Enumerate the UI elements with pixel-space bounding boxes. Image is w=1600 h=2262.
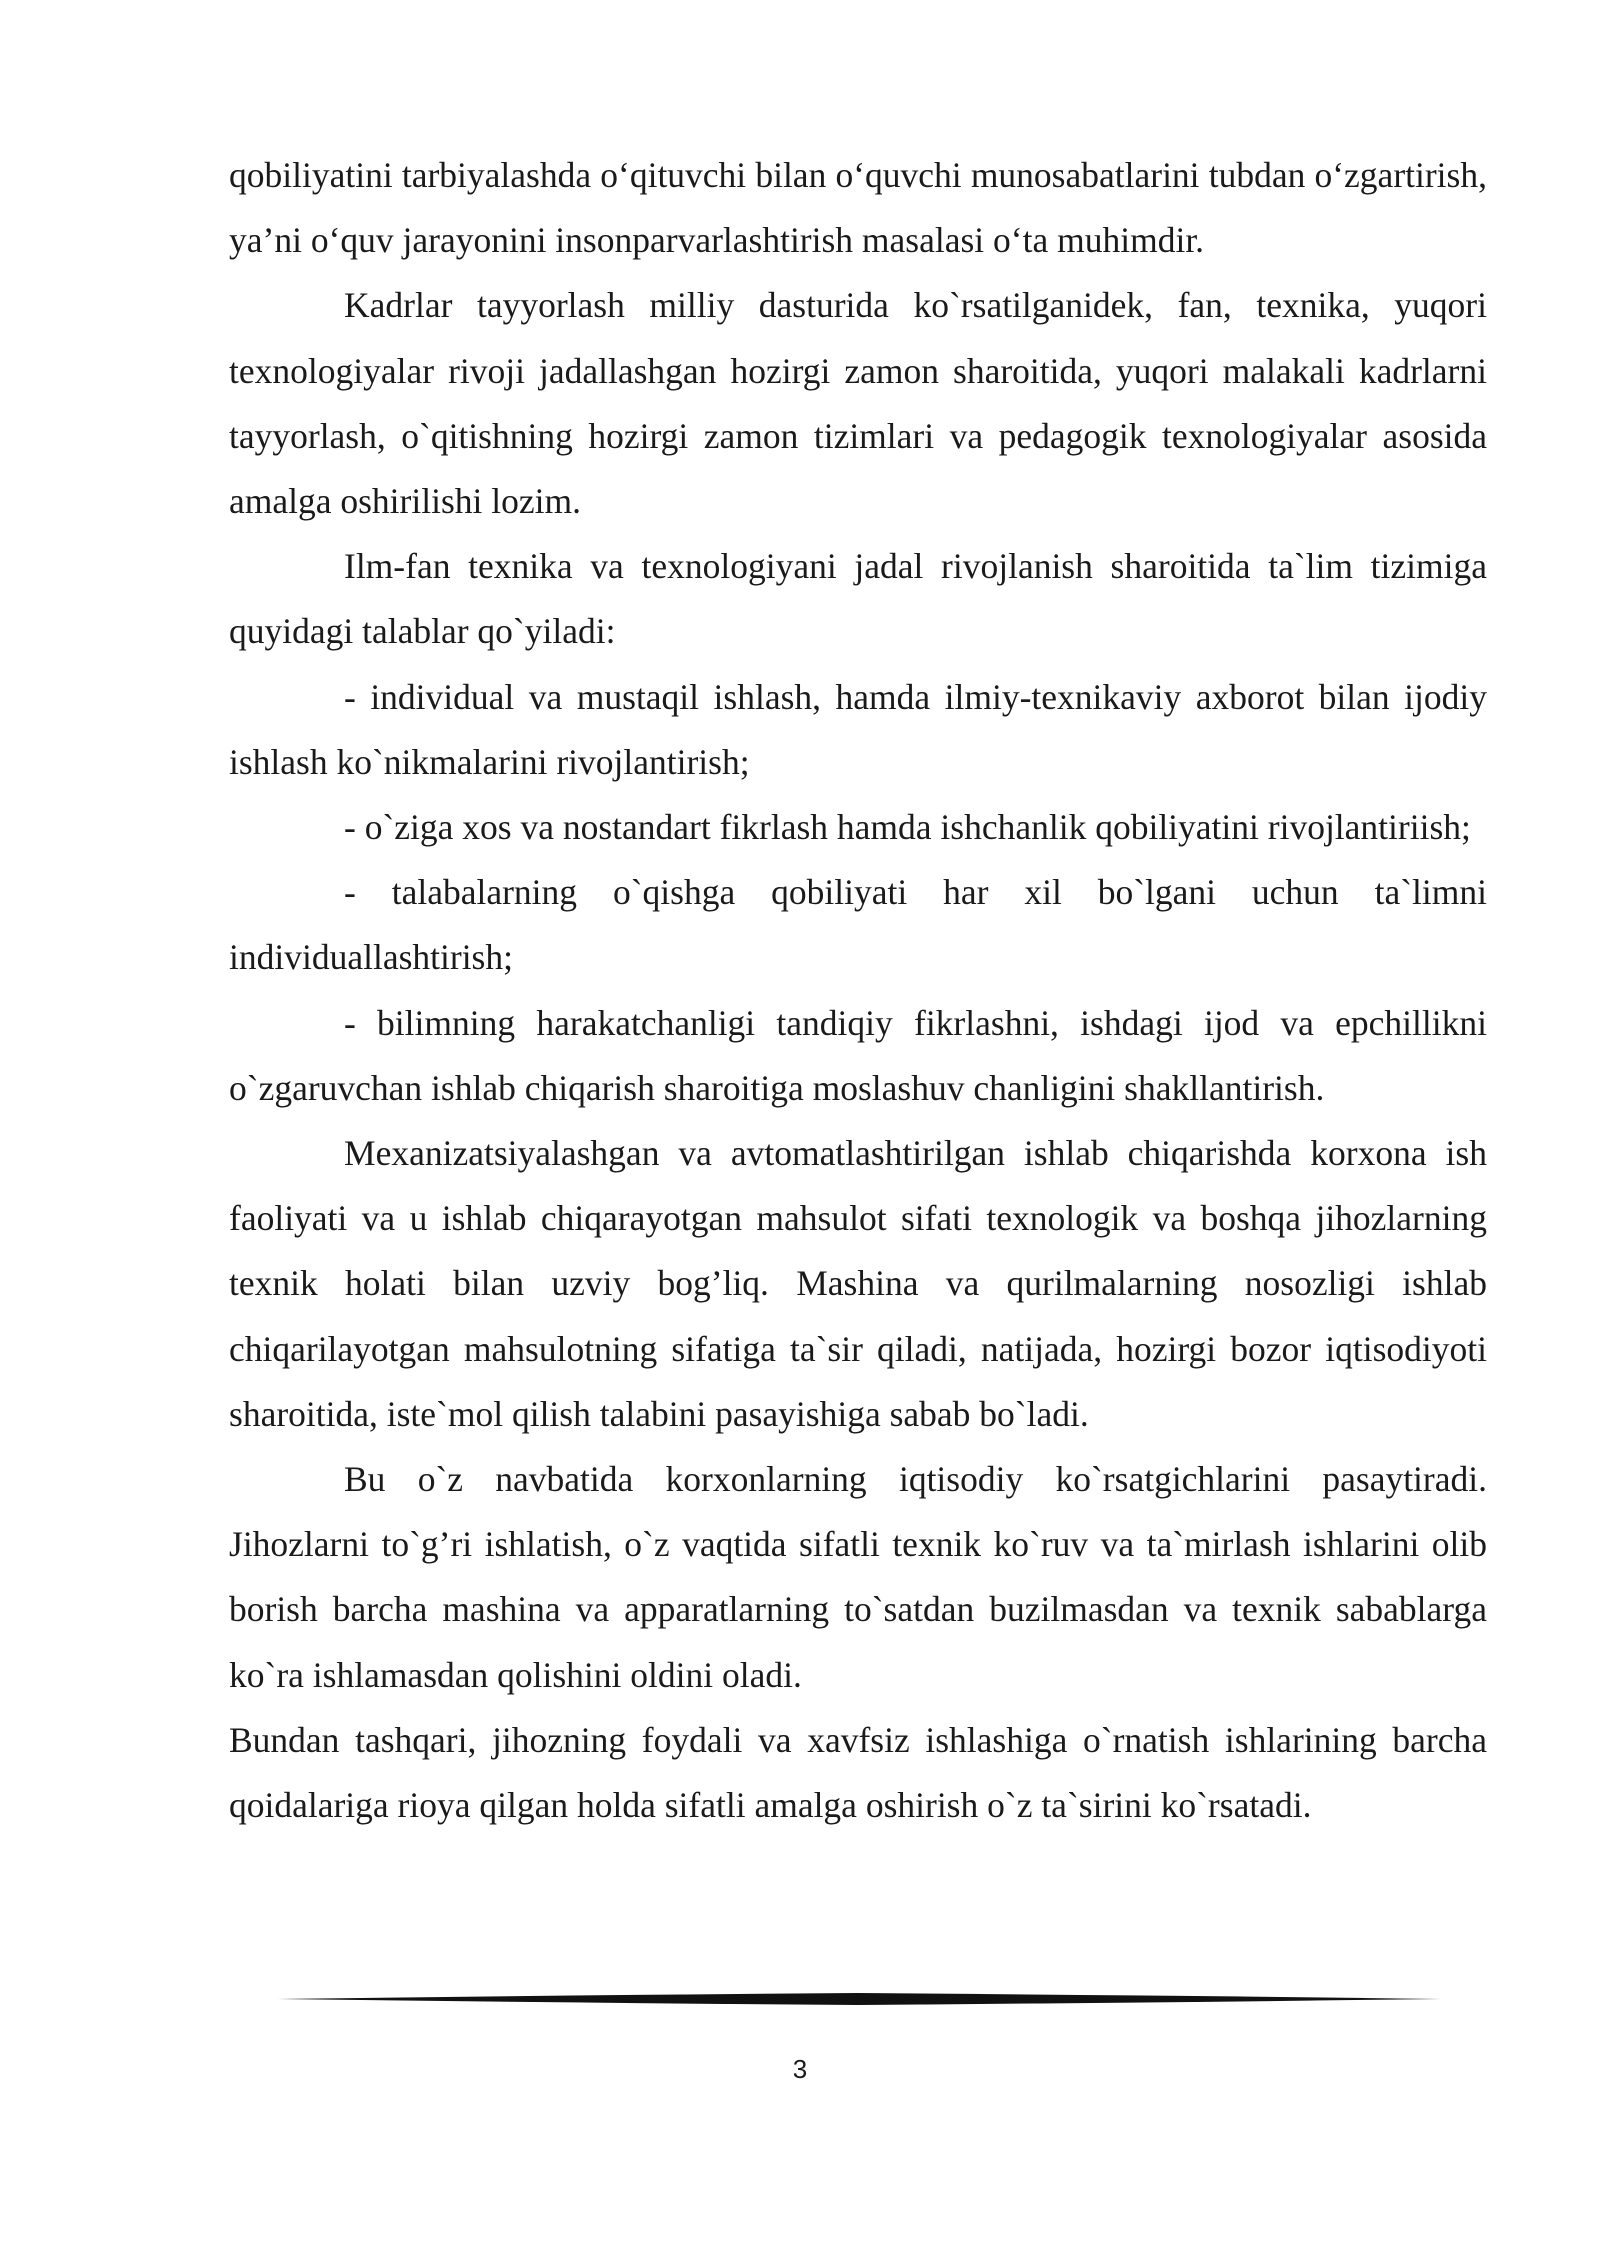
paragraph: Kadrlar tayyorlash milliy dasturida ko`rsatilganidek, fan, texnika, yuqori texnologiyalar rivoji jadallashgan hozirgi zamon sharoitida, yuqori malakali kadrlarni tayyorlash, o`qitishning hozirgi zamon tizimlari va pedagogik texnologiyalar asosida amalga oshirilishi lozim. — [229, 285, 1487, 522]
list-item: - bilimning harakatchanligi tandiqiy fikrlashni, ishdagi ijod va epchillikni o`zgaruvchan ishlab chiqarish sharoitiga moslashuv chanligini shakllantirish. — [229, 1002, 1487, 1108]
paragraph: qobiliyatini tarbiyalashda o‘qituvchi bilan o‘quvchi munosabatlarini tubdan o‘zgartirish, ya’ni o‘quv jarayonini insonparvarlashtirish masalasi o‘ta muhimdir. — [229, 155, 1487, 261]
list-item: - o`ziga xos va nostandart fikrlash hamda ishchanlik qobiliyatini rivojlantiriish; — [344, 807, 1471, 848]
footer-divider — [278, 1990, 1441, 2008]
paragraph: Mexanizatsiyalashgan va avtomatlashtirilgan ishlab chiqarishda korxona ish faoliyati va u ishlab chiqarayotgan mahsulot sifati texnologik va boshqa jihozlarning texnik holati bilan uzviy bog’liq. Mashina va qurilmalarning nosozligi ishlab chiqarilayotgan mahsulotning sifatiga ta`sir qiladi, natijada, hozirgi bozor iqtisodiyoti sharoitida, iste`mol qilish talabini pasayishiga sabab bo`ladi. — [229, 1133, 1487, 1434]
paragraph: Bundan tashqari, jihozning foydali va xavfsiz ishlashiga o`rnatish ishlarining barcha qoidalariga rioya qilgan holda sifatli amalga oshirish o`z ta`sirini ko`rsatadi. — [229, 1719, 1487, 1826]
list-item: - talabalarning o`qishga qobiliyati har xil bo`lgani uchun ta`limni individuallashtirish; — [229, 872, 1487, 978]
paragraph: Ilm-fan texnika va texnologiyani jadal rivojlanish sharoitida ta`lim tizimiga quyidagi talablar qo`yiladi: — [229, 546, 1487, 652]
body-text — [229, 143, 1487, 1838]
page-number: 3 — [792, 2054, 808, 2084]
list-item: - individual va mustaqil ishlash, hamda ilmiy-texnikaviy axborot bilan ijodiy ishlash ko`nikmalarini rivojlantirish; — [229, 676, 1487, 782]
paragraph: Bu o`z navbatida korxonlarning iqtisodiy ko`rsatgichlarini pasaytiradi. Jihozlarni to`g’ri ishlatish, o`z vaqtida sifatli texnik ko`ruv va ta`mirlash ishlarini olib borish barcha mashina va apparatlarning to`satdan buzilmasdan va texnik sabablarga ko`ra ishlamasdan qolishini oldini oladi. — [229, 1459, 1487, 1695]
